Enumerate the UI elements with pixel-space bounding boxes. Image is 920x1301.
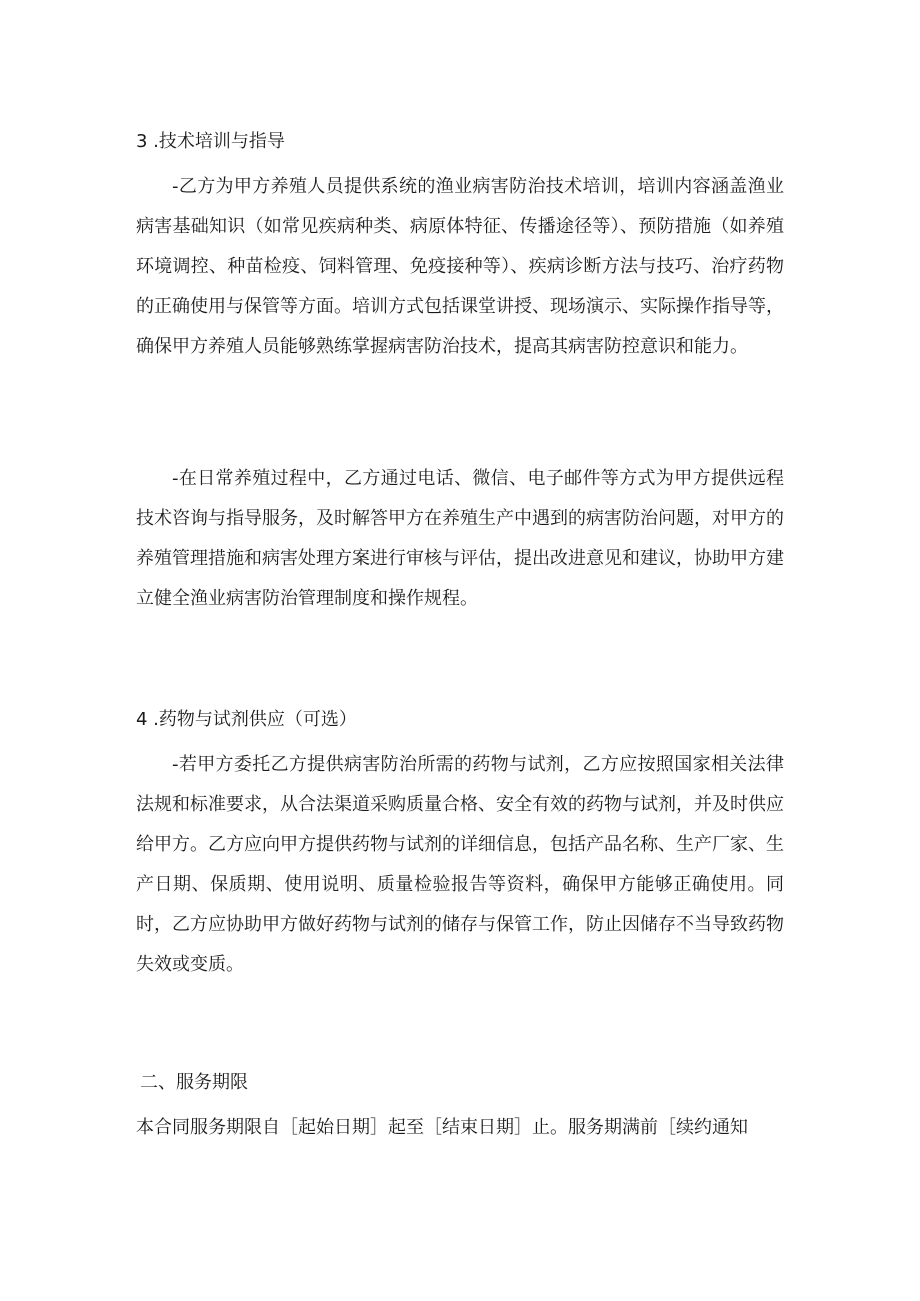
section-heading-service-term: 二、服务期限 bbox=[140, 1072, 248, 1093]
section-heading-technical-training: 3 .技术培训与指导 bbox=[136, 131, 285, 152]
paragraph-drug-supply: -若甲方委托乙方提供病害防治所需的药物与试剂，乙方应按照国家相关法律法规和标准要求，从合法渠道采购质量合格、安全有效的药物与试剂，并及时供应给甲方。乙方应向甲方提供药物与试剂的详细信息，包括产品名称、生产厂家、生产日期、保质期、使用说明、质量检验报告等资料，确保甲方能够正确使用。同时，乙方应协助甲方做好药物与试剂的储存与保管工作，防止因储存不当导致药物失效或变质。 bbox=[136, 754, 784, 975]
paragraph-training-content: -乙方为甲方养殖人员提供系统的渔业病害防治技术培训，培训内容涵盖渔业病害基础知识（如常见疾病种类、病原体特征、传播途径等）、预防措施（如养殖环境调控、种苗检疫、饲料管理、免疫接种等）、疾病诊断方法与技巧、治疗药物的正确使用与保管等方面。培训方式包括课堂讲授、现场演示、实际操作指导等，确保甲方养殖人员能够熟练掌握病害防治技术，提高其病害防控意识和能力。 bbox=[136, 176, 784, 357]
section-heading-drug-supply: 4 .药物与试剂供应（可选） bbox=[136, 709, 357, 730]
paragraph-service-term: 本合同服务期限自［起始日期］起至［结束日期］止。服务期满前［续约通知 bbox=[136, 1117, 748, 1138]
paragraph-remote-consulting: -在日常养殖过程中，乙方通过电话、微信、电子邮件等方式为甲方提供远程技术咨询与指导服务，及时解答甲方在养殖生产中遇到的病害防治问题，对甲方的养殖管理措施和病害处理方案进行审核与评估，提出改进意见和建议，协助甲方建立健全渔业病害防治管理制度和操作规程。 bbox=[136, 468, 784, 609]
